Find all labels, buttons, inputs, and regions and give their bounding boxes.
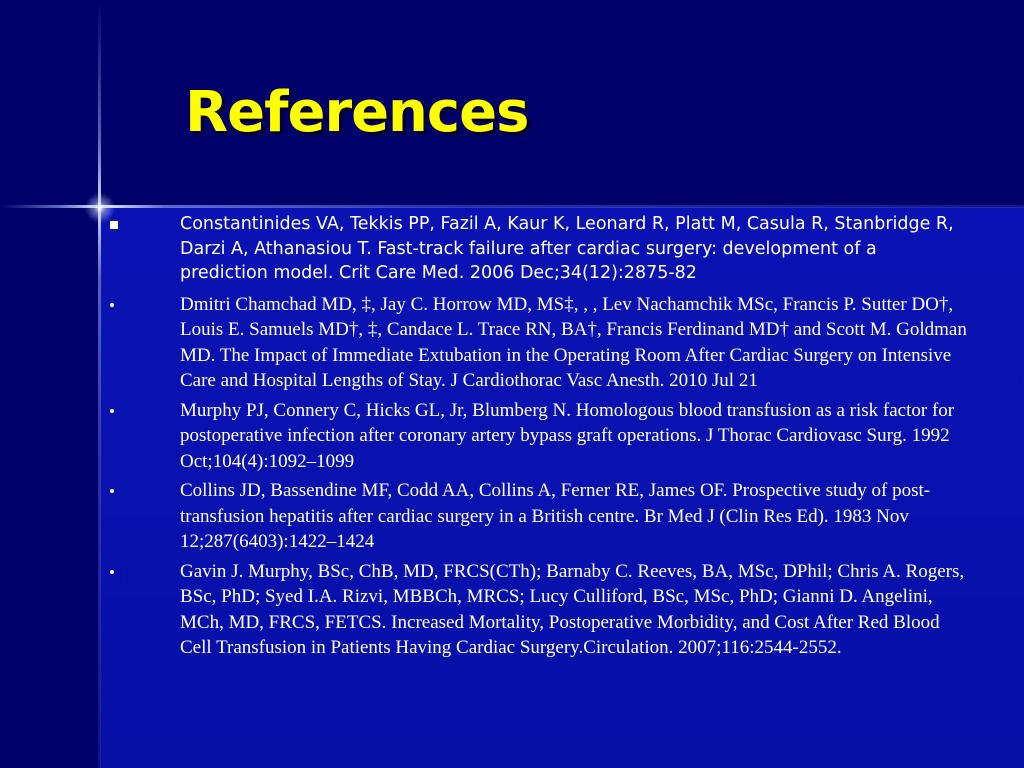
reference-item — [110, 478, 970, 555]
reference-text: Dmitri Chamchad MD, ‡, Jay C. Horrow MD, MS‡, , , Lev Nachamchik MSc, Francis P. Sutter DO†, Louis E. Samuels MD†, ‡, Candace L. Trace RN, BA†, Francis Ferdinand MD† and Scott M. Goldman MD. The Impact of Immediate Extubation in the Operating Room After Cardiac Surgery on Intensive Care and Hospital Lengths of Stay. J Cardiothorac Vasc Anesth. 2010 Jul 21 — [180, 293, 967, 391]
dot-bullet-icon — [110, 489, 114, 493]
horizontal-divider-line — [0, 205, 1024, 208]
dot-bullet-icon — [110, 409, 114, 413]
reference-item — [110, 559, 970, 661]
reference-text: Gavin J. Murphy, BSc, ChB, MD, FRCS(CTh); Barnaby C. Reeves, BA, MSc, DPhil; Chris A. Rogers, BSc, PhD; Syed I.A. Rizvi, MBBCh, MRCS; Lucy Culliford, BSc, MSc, PhD; Gianni D. Angelini, MCh, MD, FRCS, FETCS. Increased Mortality, Postoperative Morbidity, and Cost After Red Blood Cell Transfusion in Patients Having Cardiac Surgery.Circulation. 2007;116:2544-2552. — [180, 560, 965, 658]
reference-item — [110, 212, 970, 286]
reference-text: Collins JD, Bassendine MF, Codd AA, Collins A, Ferner RE, James OF. Prospective study of post-transfusion hepatitis after cardiac surgery in a British centre. Br Med J (Clin Res Ed). 1983 Nov 12;287(6403):1422–1424 — [180, 480, 931, 552]
dot-bullet-icon — [110, 570, 114, 574]
reference-list — [110, 212, 970, 665]
reference-text: Constantinides VA, Tekkis PP, Fazil A, Kaur K, Leonard R, Platt M, Casula R, Stanbridge R, Darzi A, Athanasiou T. Fast-track failure after cardiac surgery: development of a prediction model. Crit Care Med. 2006 Dec;34(12):2875-82 — [180, 214, 954, 283]
vertical-divider-line — [98, 0, 101, 768]
dot-bullet-icon — [110, 303, 114, 307]
reference-item — [110, 292, 970, 394]
reference-item — [110, 398, 970, 475]
slide-title: References — [185, 80, 529, 145]
square-bullet-icon — [110, 221, 118, 229]
reference-text: Murphy PJ, Connery C, Hicks GL, Jr, Blumberg N. Homologous blood transfusion as a risk factor for postoperative infection after coronary artery bypass graft operations. J Thorac Cardiovasc Surg. 1992 Oct;104(4):1092–1099 — [180, 399, 955, 472]
